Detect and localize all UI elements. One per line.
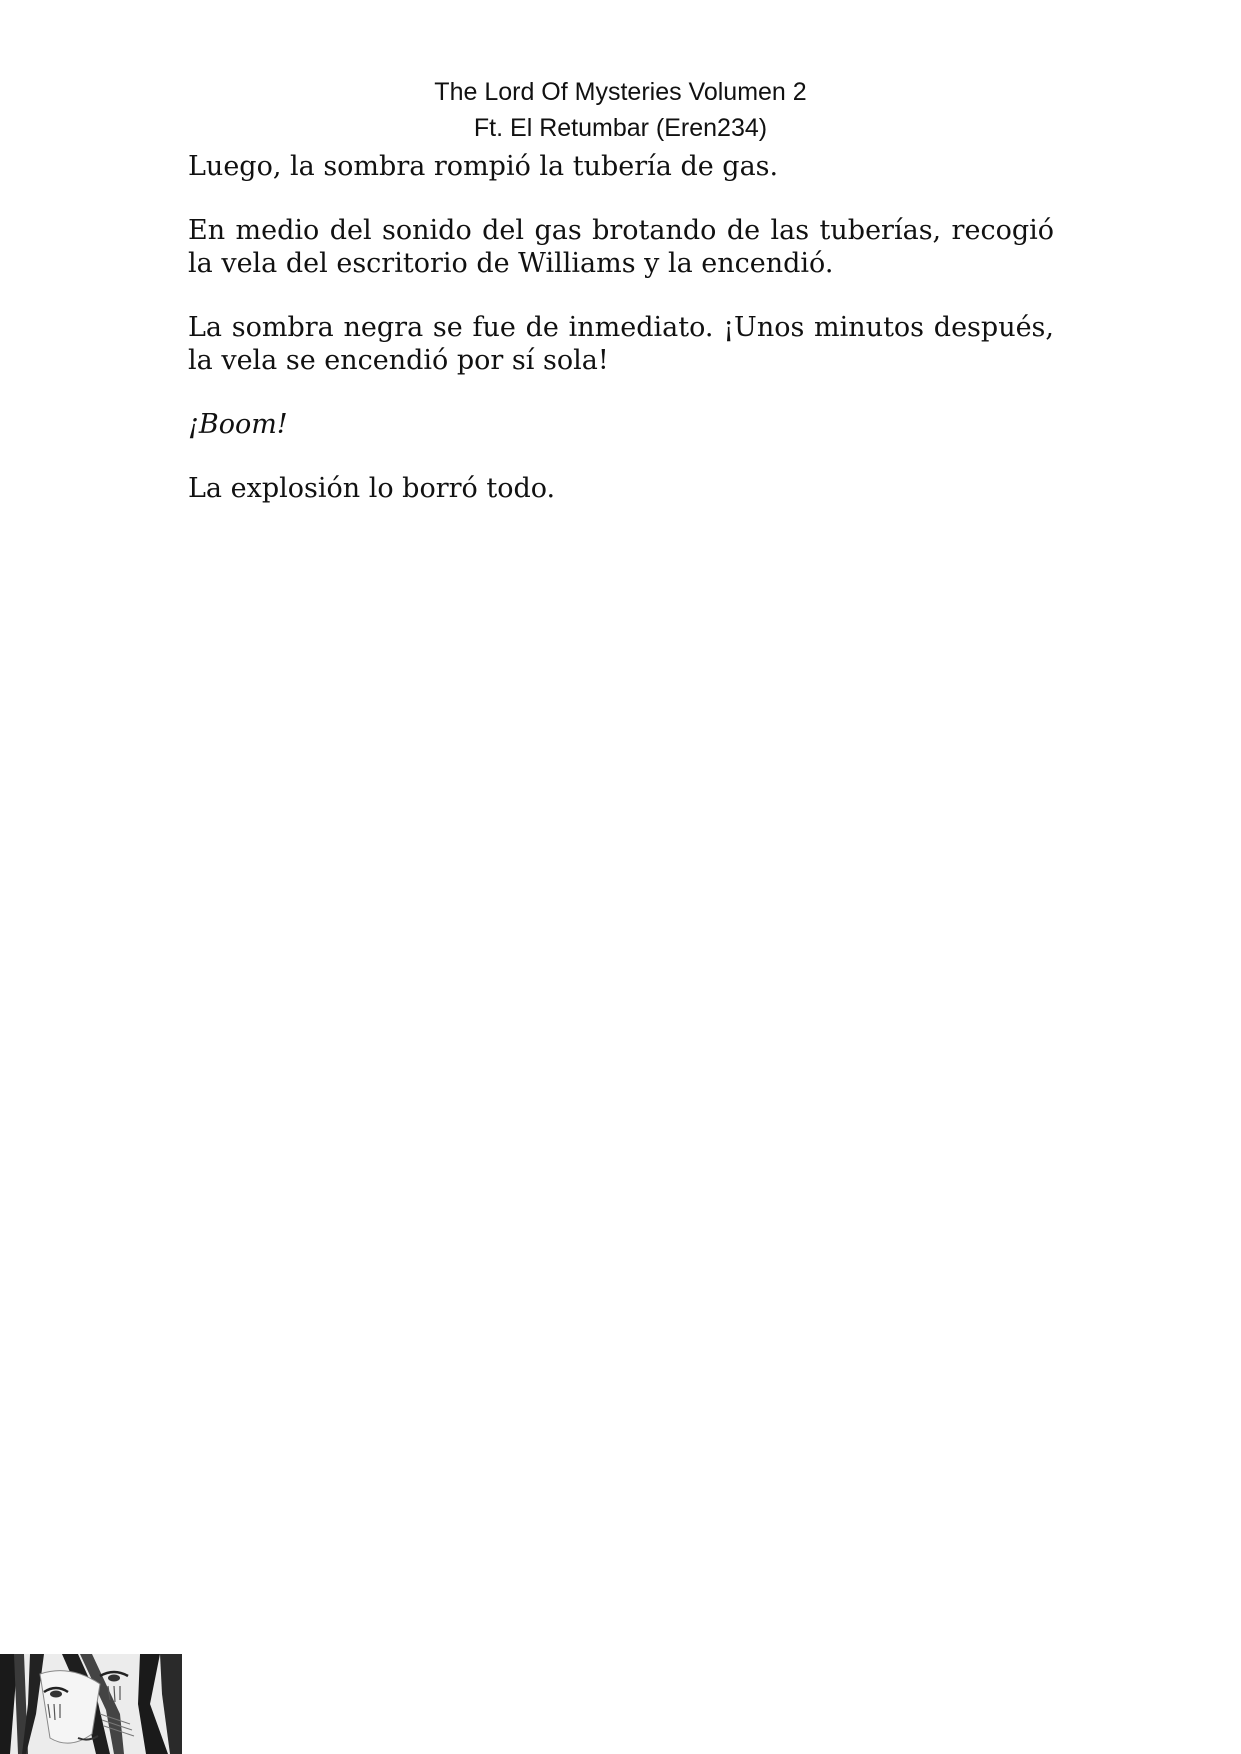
paragraph: La explosión lo borró todo. — [188, 473, 556, 504]
manga-portrait-icon — [0, 1654, 182, 1754]
paragraph: La sombra negra se fue de inmediato. ¡Unos minutos después, la vela se encendió por sí sola! — [188, 312, 1054, 376]
body-text — [188, 150, 1054, 536]
paragraph: Luego, la sombra rompió la tubería de gas. — [188, 151, 779, 182]
header-title: The Lord Of Mysteries Volumen 2 — [434, 78, 807, 106]
paragraph-italic: ¡Boom! — [188, 409, 288, 440]
header-subtitle: Ft. El Retumbar (Eren234) — [473, 114, 768, 142]
page-header — [0, 74, 1241, 146]
paragraph: En medio del sonido del gas brotando de las tuberías, recogió la vela del escritorio de Williams y la encendió. — [188, 215, 1054, 279]
